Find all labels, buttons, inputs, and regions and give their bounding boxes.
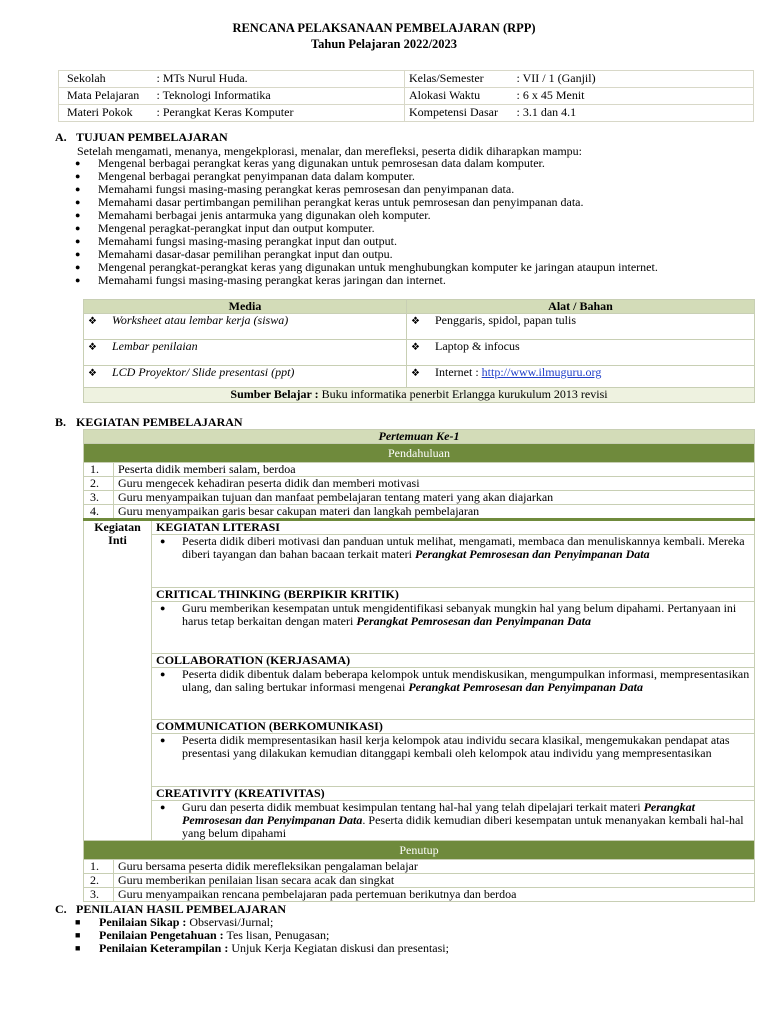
list-item: ● Memahami dasar-dasar pemilihan perangkat input dan outpu. — [75, 248, 658, 261]
list-item: ● Mengenal berbagai perangkat keras yang digunakan untuk pemrosesan data dalam komputer. — [75, 157, 658, 170]
table-row: 1. Guru bersama peserta didik merefleksikan pengalaman belajar — [84, 860, 755, 874]
table-row — [84, 366, 755, 388]
critical-body: ● Guru memberikan kesempatan untuk mengidentifikasi sebanyak mungkin hal yang belum dipahami. Pertanyaan ini harus tetap berkaitan dengan materi Perangkat Pemrosesan dan Penyimpanan Data — [152, 602, 755, 654]
literacy-body: ● Peserta didik diberi motivasi dan panduan untuk melihat, mengamati, membaca dan menuliskannya kembali. Mereka diberi tayangan dan bahan bacaan terkait materi Perangkat Pemrosesan dan Penyimpanan Data — [152, 535, 755, 588]
tools-cell: ❖ Laptop & infocus — [407, 340, 755, 366]
media-table — [83, 299, 755, 403]
list-item: ● Memahami fungsi masing-masing perangkat keras jaringan dan internet. — [75, 274, 658, 287]
table-row: 4. Guru menyampaikan garis besar cakupan materi dan langkah pembelajaran — [84, 505, 755, 520]
info-value: : Teknologi Informatika — [153, 88, 405, 105]
media-cell: ❖ Worksheet atau lembar kerja (siswa) — [84, 314, 407, 340]
info-table — [58, 70, 754, 122]
opening-header: Pendahuluan — [84, 444, 755, 463]
objectives-intro: Setelah mengamati, menanya, mengekplorasi, menalar, dan merefleksi, peserta didik diharapkan mampu: — [77, 144, 583, 158]
diamond-bullet-icon: ❖ — [411, 342, 420, 353]
meeting-label: Pertemuan Ke-1 — [84, 430, 755, 444]
section-letter: A. — [55, 130, 67, 144]
info-value: : 6 x 45 Menit — [513, 88, 754, 105]
table-row: 1. Peserta didik memberi salam, berdoa — [84, 463, 755, 477]
diamond-bullet-icon: ❖ — [88, 368, 97, 379]
list-item: ● Mengenal peragkat-perangkat input dan output komputer. — [75, 222, 658, 235]
table-row: 3. Guru menyampaikan rencana pembelajaran pada pertemuan berikutnya dan berdoa — [84, 888, 755, 902]
communication-heading: COMMUNICATION (BERKOMUNIKASI) — [152, 720, 755, 734]
section-letter: B. — [55, 415, 67, 429]
media-header: Media — [84, 300, 407, 314]
tools-cell: ❖ Penggaris, spidol, papan tulis — [407, 314, 755, 340]
creativity-body: ● Guru dan peserta didik membuat kesimpulan tentang hal-hal yang telah dipelajari terkait materi Perangkat Pemrosesan dan Penyimpanan Data. Peserta didik kemudian diberi kesempatan untuk menanyakan kembali hal-hal yang belum dipahami — [152, 801, 755, 841]
objectives-list — [75, 157, 658, 287]
media-cell: ❖ Lembar penilaian — [84, 340, 407, 366]
collaboration-heading: COLLABORATION (KERJASAMA) — [152, 654, 755, 668]
list-item: ■ Penilaian Pengetahuan : Tes lisan, Penugasan; — [75, 929, 449, 942]
closing-header: Penutup — [84, 841, 755, 860]
list-item: ■ Penilaian Keterampilan : Unjuk Kerja Kegiatan diskusi dan presentasi; — [75, 942, 449, 955]
media-cell: ❖ LCD Proyektor/ Slide presentasi (ppt) — [84, 366, 407, 388]
info-label: Sekolah — [59, 71, 153, 88]
tools-header: Alat / Bahan — [407, 300, 755, 314]
table-row: 2. Guru mengecek kehadiran peserta didik dan memberi motivasi — [84, 477, 755, 491]
info-value: : Perangkat Keras Komputer — [153, 105, 405, 122]
document-title: RENCANA PELAKSANAAN PEMBELAJARAN (RPP) — [232, 21, 536, 35]
diamond-bullet-icon: ❖ — [88, 342, 97, 353]
info-row — [59, 71, 754, 88]
table-row — [84, 340, 755, 366]
list-item: ● Memahami fungsi masing-masing perangkat keras pemrosesan dan penyimpanan data. — [75, 183, 658, 196]
table-row — [84, 314, 755, 340]
info-row — [59, 105, 754, 122]
learning-source: Sumber Belajar : Buku informatika penerbit Erlangga kurukulum 2013 revisi — [84, 388, 755, 403]
info-label: Alokasi Waktu — [405, 88, 513, 105]
activities-table — [83, 429, 755, 902]
section-a-heading — [55, 131, 228, 144]
list-item: ● Memahami berbagai jenis antarmuka yang digunakan oleh komputer. — [75, 209, 658, 222]
core-activity-label: Kegiatan Inti — [84, 520, 152, 841]
tools-cell: ❖ Internet : http://www.ilmuguru.org — [407, 366, 755, 388]
communication-body: ● Peserta didik mempresentasikan hasil kerja kelompok atau individu secara klasikal, mengemukakan pendapat atas presentasi yang dilakukan kemudian ditanggapi kembali oleh kelompok atau individu yang mempresentasikan — [152, 734, 755, 787]
section-title: KEGIATAN PEMBELAJARAN — [76, 415, 243, 429]
critical-heading: CRITICAL THINKING (BERPIKIR KRITIK) — [152, 588, 755, 602]
academic-year: Tahun Pelajaran 2022/2023 — [310, 37, 458, 51]
info-value: : 3.1 dan 4.1 — [513, 105, 754, 122]
table-row: 3. Guru menyampaikan tujuan dan manfaat pembelajaran tentang materi yang akan diajarkan — [84, 491, 755, 505]
section-b-heading — [55, 416, 243, 429]
info-label: Mata Pelajaran — [59, 88, 153, 105]
creativity-heading: CREATIVITY (KREATIVITAS) — [152, 787, 755, 801]
info-label: Materi Pokok — [59, 105, 153, 122]
list-item: ● Memahami fungsi masing-masing perangkat input dan output. — [75, 235, 658, 248]
section-letter: C. — [55, 902, 67, 916]
diamond-bullet-icon: ❖ — [411, 368, 420, 379]
section-title: PENILAIAN HASIL PEMBELAJARAN — [76, 902, 287, 916]
table-row: 2. Guru memberikan penilaian lisan secara acak dan singkat — [84, 874, 755, 888]
info-label: Kelas/Semester — [405, 71, 513, 88]
literacy-heading: KEGIATAN LITERASI — [152, 520, 755, 535]
list-item: ● Memahami dasar pertimbangan pemilihan perangkat keras untuk pemrosesan dan penyimpanan data. — [75, 196, 658, 209]
info-label: Kompetensi Dasar — [405, 105, 513, 122]
info-value: : MTs Nurul Huda. — [153, 71, 405, 88]
section-title: TUJUAN PEMBELAJARAN — [76, 130, 228, 144]
assessment-list — [75, 916, 449, 955]
list-item: ● Mengenal perangkat-perangkat keras yang digunakan untuk menghubungkan komputer ke jaringan ataupun internet. — [75, 261, 658, 274]
info-value: : VII / 1 (Ganjil) — [513, 71, 754, 88]
diamond-bullet-icon: ❖ — [411, 316, 420, 327]
list-item: ■ Penilaian Sikap : Observasi/Jurnal; — [75, 916, 449, 929]
collaboration-body: ● Peserta didik dibentuk dalam beberapa kelompok untuk mendiskusikan, mengumpulkan informasi, mempresentasikan ulang, dan saling bertukar informasi mengenai Perangkat Pemrosesan dan Penyimpanan Data — [152, 668, 755, 720]
list-item: ● Mengenal berbagai perangkat penyimpanan data dalam komputer. — [75, 170, 658, 183]
info-row — [59, 88, 754, 105]
internet-link[interactable]: http://www.ilmuguru.org — [481, 365, 602, 379]
diamond-bullet-icon: ❖ — [88, 316, 97, 327]
